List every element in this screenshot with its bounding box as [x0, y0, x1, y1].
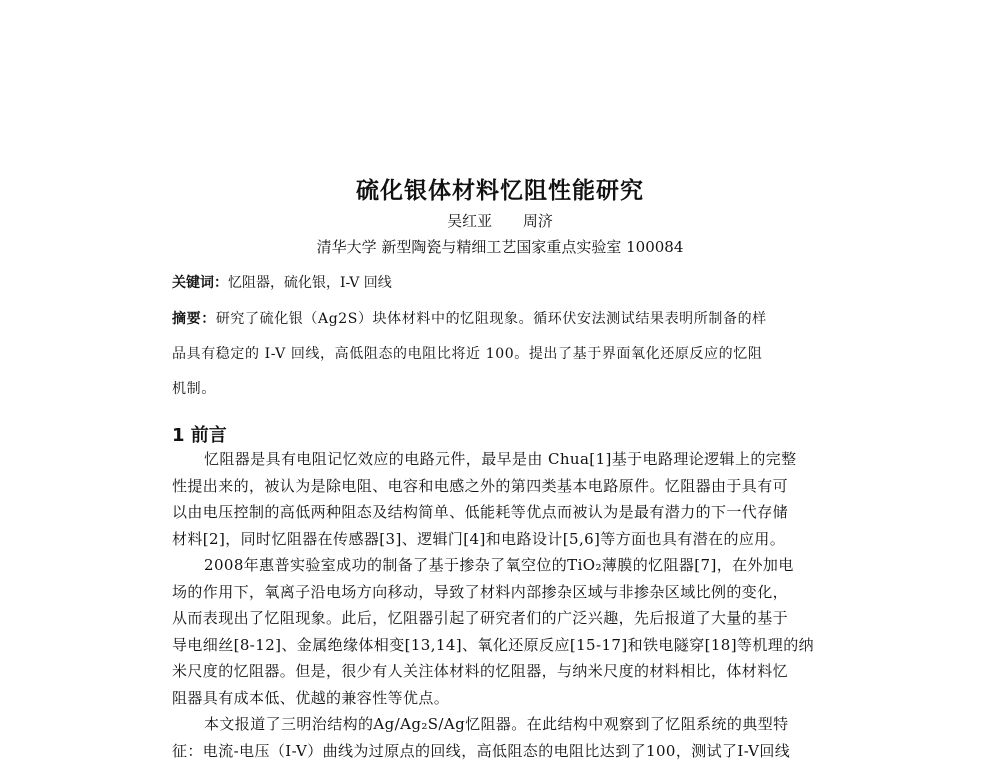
body-line: 征：电流-电压（I-V）曲线为过原点的回线，高低阻态的电阻比达到了100，测试了I-V回线: [172, 738, 852, 764]
section-heading: 1 前言: [172, 421, 227, 447]
affiliation: 清华大学 新型陶瓷与精细工艺国家重点实验室 100084: [0, 236, 1000, 257]
body-line: 性提出来的，被认为是除电阻、电容和电感之外的第四类基本电路原件。忆阻器由于具有可: [172, 473, 852, 500]
abstract-label: 摘要：: [172, 311, 216, 327]
abstract-line: 品具有稳定的 I-V 回线，高低阻态的电阻比将近 100。提出了基于界面氧化还原反应的忆阻: [172, 337, 852, 372]
body-line: 忆阻器是具有电阻记忆效应的电路元件，最早是由 Chua[1]基于电路理论逻辑上的完整: [172, 446, 852, 473]
body-line: 米尺度的忆阻器。但是，很少有人关注体材料的忆阻器，与纳米尺度的材料相比，体材料忆: [172, 658, 852, 685]
abstract: [172, 302, 852, 407]
keywords-label: 关键词：: [172, 275, 228, 291]
body-line: 阻器具有成本低、优越的兼容性等优点。: [172, 685, 852, 712]
keywords-text: 忆阻器，硫化银，I-V 回线: [228, 275, 392, 291]
body-line: 场的作用下，氧离子沿电场方向移动，导致了材料内部掺杂区域与非掺杂区域比例的变化，: [172, 579, 852, 606]
abstract-line: 摘要：研究了硫化银（Ag2S）块体材料中的忆阻现象。循环伏安法测试结果表明所制备的样: [172, 302, 852, 337]
abstract-line: 机制。: [172, 372, 852, 407]
body-text: [172, 446, 852, 764]
body-line: 材料[2]，同时忆阻器在传感器[3]、逻辑门[4]和电路设计[5,6]等方面也具有潜在的应用。: [172, 526, 852, 553]
body-line: 2008年惠普实验室成功的制备了基于掺杂了氧空位的TiO₂薄膜的忆阻器[7]，在外加电: [172, 552, 852, 579]
paper-title: 硫化银体材料忆阻性能研究: [0, 172, 1000, 205]
author-name: 周济: [523, 212, 553, 230]
author-name: 吴红亚: [447, 212, 492, 230]
author-list: [0, 210, 1000, 231]
body-line: 导电细丝[8-12]、金属绝缘体相变[13,14]、氧化还原反应[15-17]和铁电隧穿[18]等机理的纳: [172, 632, 852, 659]
body-line: 从而表现出了忆阻现象。此后，忆阻器引起了研究者们的广泛兴趣，先后报道了大量的基于: [172, 605, 852, 632]
body-line: 本文报道了三明治结构的Ag/Ag₂S/Ag忆阻器。在此结构中观察到了忆阻系统的典型特: [172, 711, 852, 738]
keywords: [172, 272, 392, 292]
body-line: 以由电压控制的高低两种阻态及结构简单、低能耗等优点而被认为是最有潜力的下一代存储: [172, 499, 852, 526]
